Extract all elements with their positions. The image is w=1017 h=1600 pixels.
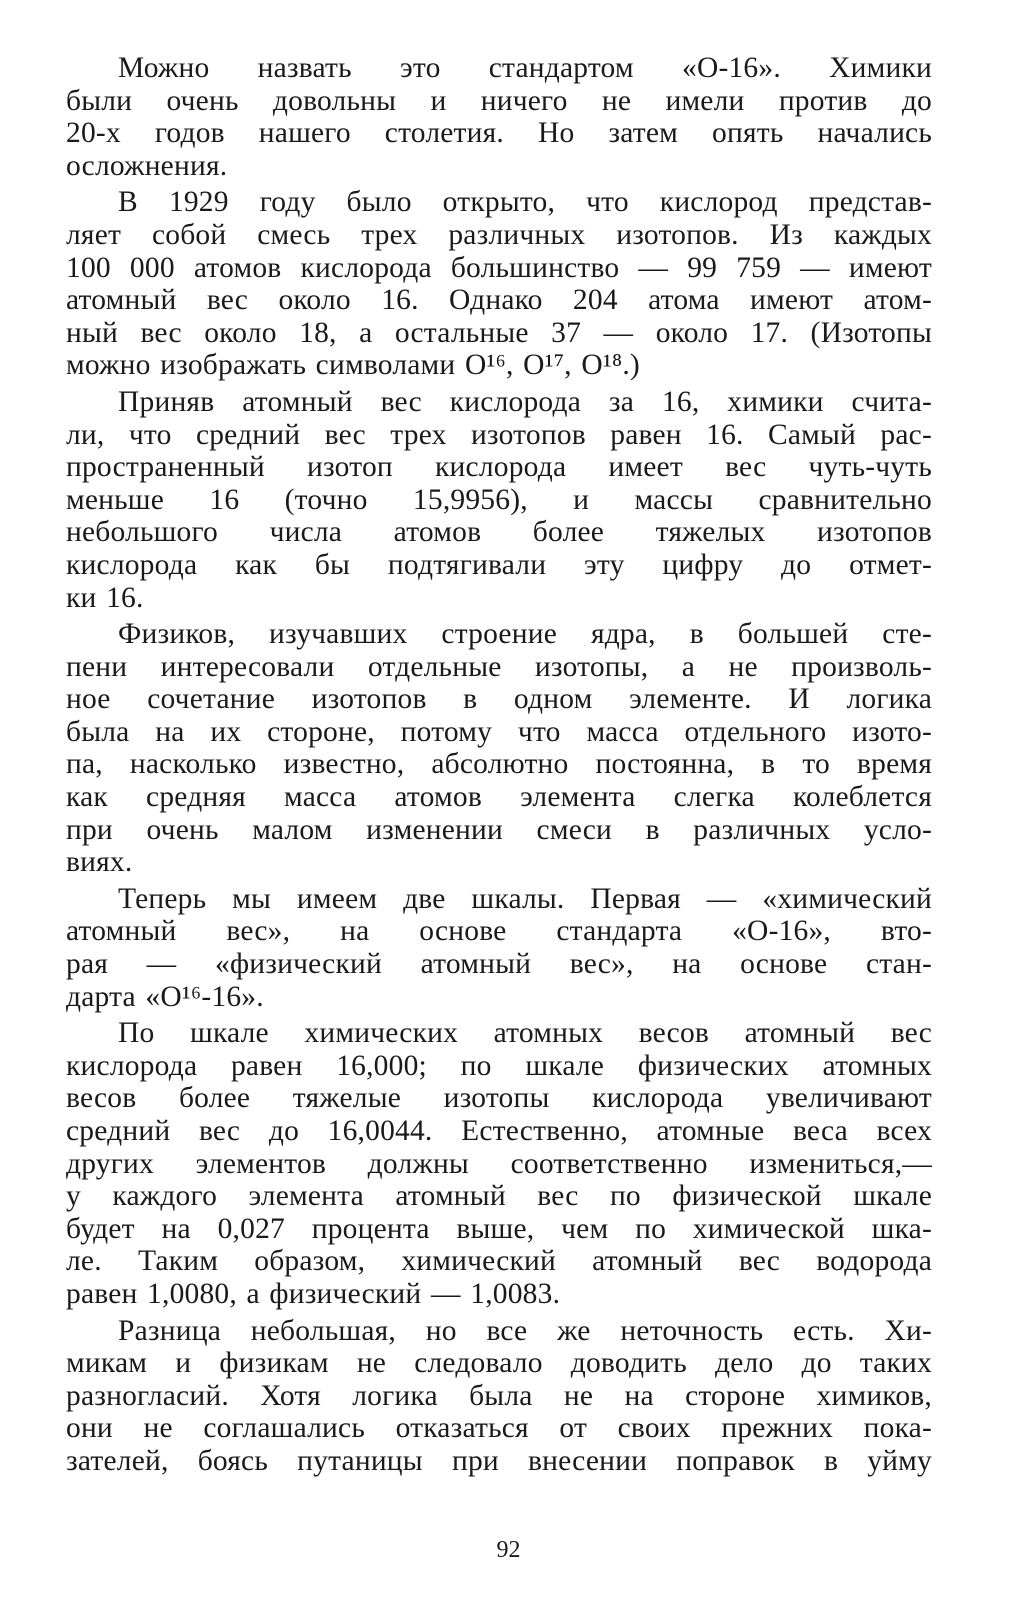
- text-line: По шкале химических атомных весов атомный вес: [118, 1017, 932, 1050]
- text-line: других элементов должны соответственно измениться,—: [66, 1147, 932, 1180]
- text-line: виях.: [66, 846, 133, 879]
- text-line: Приняв атомный вес кислорода за 16, химики счита-: [118, 385, 932, 418]
- paragraph: [66, 1315, 932, 1478]
- paragraph: [66, 52, 932, 182]
- text-line: микам и физикам не следовало доводить дело до таких: [66, 1347, 932, 1380]
- text-line: ное сочетание изотопов в одном элементе. И логика: [66, 683, 932, 716]
- text-line: у каждого элемента атомный вес по физической шкале: [66, 1180, 932, 1213]
- text-line: пени интересовали отдельные изотопы, а не произволь-: [66, 650, 932, 683]
- text-line: как средняя масса атомов элемента слегка колеблется: [66, 781, 932, 814]
- page-body: [66, 52, 932, 1482]
- text-line: Разница небольшая, но все же неточность есть. Хи-: [118, 1314, 932, 1347]
- text-line: В 1929 году было открыто, что кислород представ-: [118, 186, 932, 219]
- text-line: ный вес около 18, а остальные 37 — около 17. (Изотопы: [66, 316, 932, 349]
- text-line: весов более тяжелые изотопы кислорода увеличивают: [66, 1082, 932, 1115]
- text-line: Можно назвать это стандартом «O-16». Химики: [118, 52, 932, 84]
- text-line: они не соглашались отказаться от своих прежних пока-: [66, 1412, 932, 1445]
- text-line: 20-х годов нашего столетия. Но затем опять начались: [66, 117, 932, 150]
- text-line: меньше 16 (точно 15,9956), и массы сравнительно: [66, 483, 932, 516]
- text-line: пространенный изотоп кислорода имеет вес чуть-чуть: [66, 451, 932, 484]
- text-line: была на их стороне, потому что масса отдельного изото-: [66, 715, 932, 748]
- text-line: рая — «физический атомный вес», на основе стан-: [66, 948, 932, 981]
- text-line: ли, что средний вес трех изотопов равен 16. Самый рас-: [66, 418, 932, 451]
- text-line: зателей, боясь путаницы при внесении поправок в уйму: [66, 1444, 932, 1477]
- text-line: ки 16.: [66, 581, 144, 614]
- text-line: были очень довольны и ничего не имели против до: [66, 84, 932, 117]
- text-line: будет на 0,027 процента выше, чем по химической шка-: [66, 1212, 932, 1245]
- text-line: кислорода равен 16,000; по шкале физических атомных: [66, 1049, 932, 1082]
- text-line: осложнения.: [66, 149, 228, 182]
- text-line: атомный вес», на основе стандарта «O-16», вто-: [66, 915, 932, 948]
- text-line: небольшого числа атомов более тяжелых изотопов: [66, 516, 932, 549]
- text-line: Физиков, изучавших строение ядра, в большей сте-: [118, 618, 932, 651]
- text-line: средний вес до 16,0044. Естественно, атомные веса всех: [66, 1115, 932, 1147]
- text-line: 100 000 атомов кислорода большинство — 99 759 — имеют: [66, 251, 932, 284]
- text-line: дарта «O¹⁶-16».: [66, 980, 264, 1013]
- text-line: атомный вес около 16. Однако 204 атома имеют атом-: [66, 284, 932, 317]
- text-line: Теперь мы имеем две шкалы. Первая — «химический: [118, 882, 932, 915]
- text-line: ле. Таким образом, химический атомный вес водорода: [66, 1245, 932, 1278]
- paragraph: [66, 618, 932, 879]
- paragraph: [66, 186, 932, 382]
- text-line: ляет собой смесь трех различных изотопов. Из каждых: [66, 218, 932, 251]
- text-line: разногласий. Хотя логика была не на стороне химиков,: [66, 1379, 932, 1412]
- paragraph: [66, 386, 932, 614]
- paragraph: [66, 883, 932, 1013]
- text-line: па, насколько известно, абсолютно постоянна, в то время: [66, 748, 932, 781]
- text-line: равен 1,0080, а физический — 1,0083.: [66, 1277, 561, 1310]
- text-line: кислорода как бы подтягивали эту цифру до отмет-: [66, 548, 932, 581]
- text-line: при очень малом изменении смеси в различных усло-: [66, 813, 932, 846]
- page-number: 92: [496, 1537, 521, 1563]
- paragraph: [66, 1017, 932, 1310]
- text-line: можно изображать символами O¹⁶, O¹⁷, O¹⁸.): [66, 349, 640, 382]
